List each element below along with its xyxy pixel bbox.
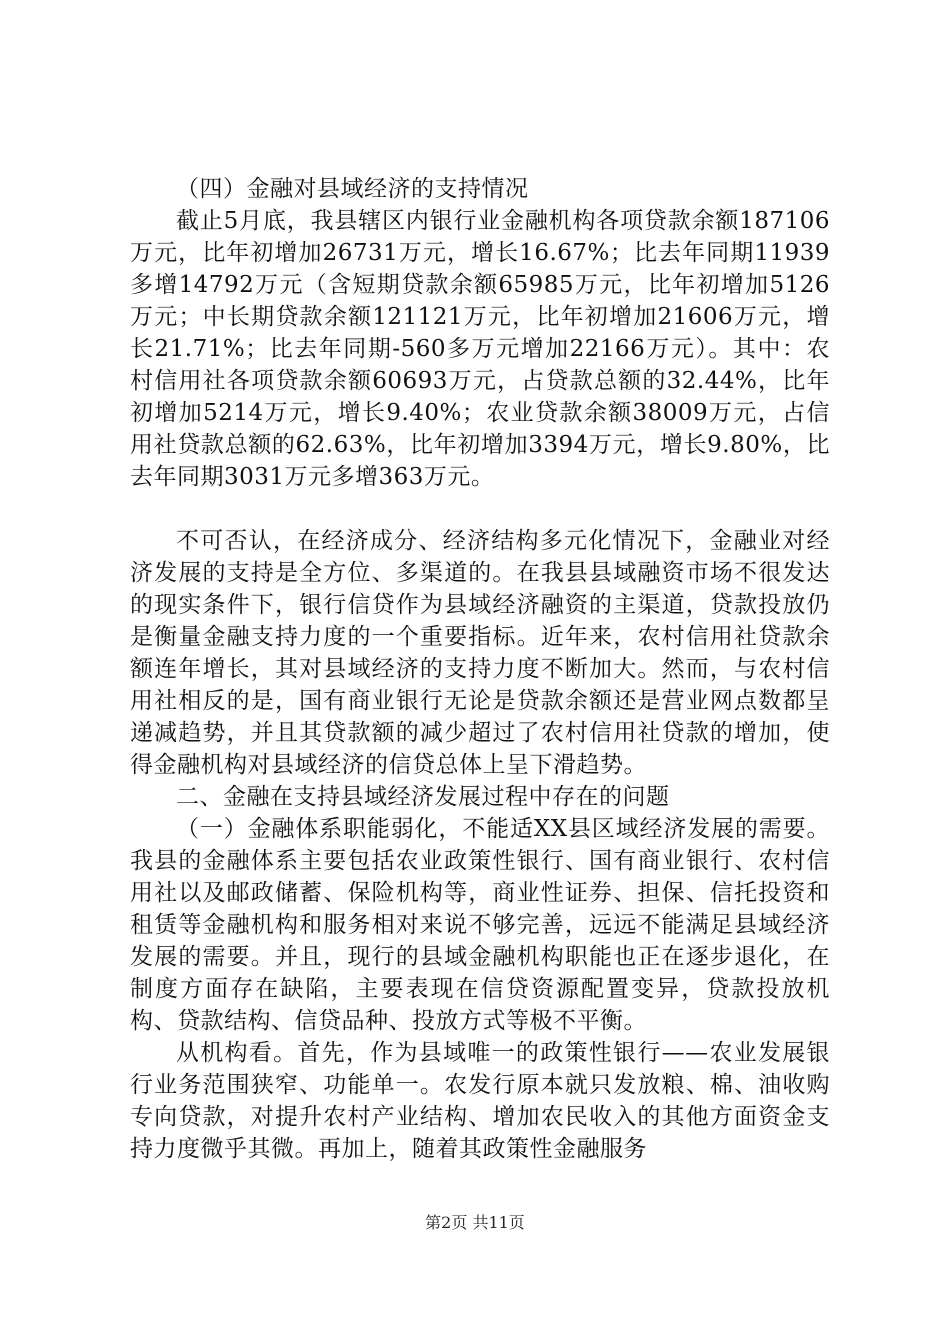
- paragraph-financial-system: （一）金融体系职能弱化，不能适XX县区域经济发展的需要。我县的金融体系主要包括农业政策性银行、国有商业银行、农村信用社以及邮政储蓄、保险机构等，商业性证券、担保、信托投资和租赁等金融机构和服务相对来说不够完善，远远不能满足县域经济发展的需要。并且，现行的县域金融机构职能也正在逐步退化，在制度方面存在缺陷，主要表现在信贷资源配置变异，贷款投放机构、贷款结构、信贷品种、投放方式等极不平衡。: [130, 816, 830, 1034]
- section-heading-two: 二、金融在支持县域经济发展过程中存在的问题: [176, 784, 670, 810]
- document-body: [130, 173, 830, 1165]
- paragraph-loan-statistics: 截止5月底，我县辖区内银行业金融机构各项贷款余额187106万元，比年初增加26731万元，增长16.67%；比去年同期11939多增14792万元（含短期贷款余额65985万元，比年初增加5126万元；中长期贷款余额121121万元，比年初增加21606万元，增长21.71%；比去年同期-560多万元增加22166万元）。其中：农村信用社各项贷款余额60693万元，占贷款总额的32.44%，比年初增加5214万元，增长9.40%；农业贷款余额38009万元，占信用社贷款总额的62.63%，比年初增加3394万元，增长9.80%，比去年同期3031万元多增363万元。: [130, 208, 830, 490]
- paragraph-institutions: 从机构看。首先，作为县域唯一的政策性银行——农业发展银行业务范围狭窄、功能单一。农发行原本就只发放粮、棉、油收购专向贷款，对提升农村产业结构、增加农民收入的其他方面资金支持力度微乎其微。再加上，随着其政策性金融服务: [130, 1040, 830, 1162]
- paragraph-spacer: [130, 493, 830, 525]
- section-heading-four: （四）金融对县域经济的支持情况: [176, 176, 529, 202]
- paragraph-financial-support: 不可否认，在经济成分、经济结构多元化情况下，金融业对经济发展的支持是全方位、多渠道的。在我县县域融资市场不很发达的现实条件下，银行信贷作为县域经济融资的主渠道，贷款投放仍是衡量金融支持力度的一个重要指标。近年来，农村信用社贷款余额连年增长，其对县域经济的支持力度不断加大。然而，与农村信用社相反的是，国有商业银行无论是贷款余额还是营业网点数都呈递减趋势，并且其贷款额的减少超过了农村信用社贷款的增加，使得金融机构对县域经济的信贷总体上呈下滑趋势。: [130, 528, 830, 778]
- page-number-footer: 第2页 共11页: [425, 1213, 525, 1232]
